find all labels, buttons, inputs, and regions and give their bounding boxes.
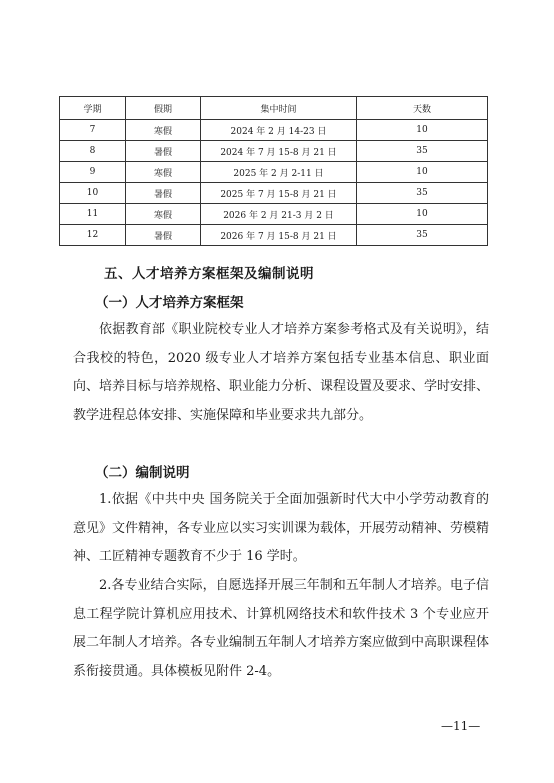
paragraph-note-2: 2.各专业结合实际，自愿选择开展三年制和五年制人才培养。电子信息工程学院计算机应用技术、计算机网络技术和软件技术 3 个专业应开展二年制人才培养。各专业编制五年制人才培养方案应做到中高职课程体系衔接贯通。具体模板见附件 2-4。 [73,578,490,679]
table-row [60,120,488,141]
cell-holiday: 暑假 [126,183,201,204]
cell-holiday: 暑假 [126,225,201,246]
cell-semester: 11 [60,204,126,225]
cell-days: 35 [357,225,488,246]
cell-holiday: 寒假 [126,162,201,183]
cell-semester: 8 [60,141,126,162]
page-number: —11— [441,719,481,733]
cell-holiday: 寒假 [126,204,201,225]
section-heading: 五、人才培养方案框架及编制说明 [104,266,314,282]
cell-days: 10 [357,204,488,225]
subsection-heading-framework: （一）人才培养方案框架 [95,295,244,311]
cell-semester: 10 [60,183,126,204]
cell-days: 10 [357,120,488,141]
header-holiday: 假期 [126,97,201,120]
header-semester: 学期 [60,97,126,120]
table-row [60,204,488,225]
table-row [60,183,488,204]
cell-holiday: 寒假 [126,120,201,141]
cell-days: 10 [357,162,488,183]
cell-holiday: 暑假 [126,141,201,162]
table-row [60,225,488,246]
subsection-heading-notes: （二）编制说明 [95,465,190,481]
cell-semester: 12 [60,225,126,246]
cell-days: 35 [357,141,488,162]
cell-period: 2026 年 7 月 15-8 月 21 日 [201,225,357,246]
table-row [60,141,488,162]
cell-period: 2026 年 2 月 21-3 月 2 日 [201,204,357,225]
cell-period: 2025 年 2 月 2-11 日 [201,162,357,183]
cell-period: 2024 年 7 月 15-8 月 21 日 [201,141,357,162]
cell-period: 2025 年 7 月 15-8 月 21 日 [201,183,357,204]
paragraph-note-1: 1.依据《中共中央 国务院关于全面加强新时代大中小学劳动教育的意见》文件精神，各专业应以实习实训课为载体，开展劳动精神、劳模精神、工匠精神专题教育不少于 16 学时。 [73,492,490,565]
semester-schedule-table [59,96,488,246]
cell-semester: 7 [60,120,126,141]
table-header-row [60,97,488,120]
cell-days: 35 [357,183,488,204]
table-row [60,162,488,183]
header-days: 天数 [357,97,488,120]
cell-period: 2024 年 2 月 14-23 日 [201,120,357,141]
cell-semester: 9 [60,162,126,183]
paragraph-framework: 依据教育部《职业院校专业人才培养方案参考格式及有关说明》，结合我校的特色，2020 级专业人才培养方案包括专业基本信息、职业面向、培养目标与培养规格、职业能力分析、课程设置及要求、学时安排、教学进程总体安排、实施保障和毕业要求共九部分。 [73,322,490,423]
header-period: 集中时间 [201,97,357,120]
